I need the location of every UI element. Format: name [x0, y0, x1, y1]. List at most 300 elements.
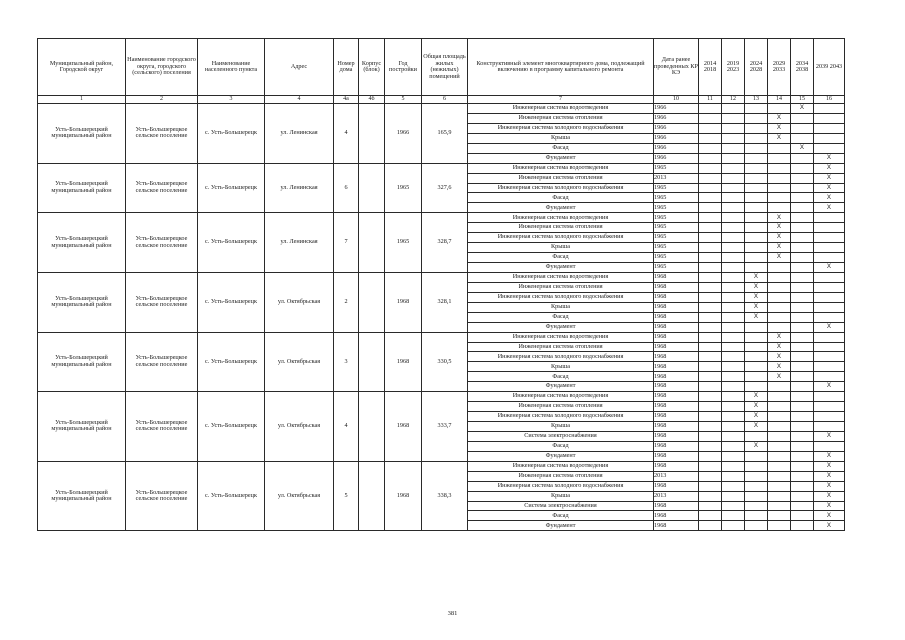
cell-period-mark: [745, 481, 768, 491]
cell-house-number: 2: [334, 272, 359, 332]
cell-period-mark: [791, 213, 814, 223]
cell-period-mark: [722, 372, 745, 382]
cell-period-mark: [745, 183, 768, 193]
cell-period-mark: [699, 153, 722, 163]
cell-period-mark: [768, 193, 791, 203]
cell-district: Усть-Большерецкий муниципальный район: [38, 461, 126, 531]
cell-period-mark: [814, 143, 845, 153]
cell-period-mark: X: [745, 302, 768, 312]
cell-previous-repair-date: 1968: [654, 332, 699, 342]
cell-previous-repair-date: 1965: [654, 213, 699, 223]
header-period: 2029 2033: [768, 39, 791, 96]
cell-period-mark: [745, 133, 768, 143]
cell-period-mark: [791, 382, 814, 392]
cell-period-mark: [814, 422, 845, 432]
cell-period-mark: [814, 332, 845, 342]
cell-period-mark: [745, 243, 768, 253]
cell-element-name: Инженерная система отопления: [468, 471, 654, 481]
cell-previous-repair-date: 1965: [654, 233, 699, 243]
cell-period-mark: [745, 451, 768, 461]
cell-element-name: Крыша: [468, 362, 654, 372]
cell-period-mark: [745, 193, 768, 203]
cell-previous-repair-date: 1968: [654, 362, 699, 372]
cell-locality: с. Усть-Большерецк: [198, 213, 265, 273]
cell-period-mark: [699, 372, 722, 382]
cell-previous-repair-date: 1968: [654, 352, 699, 362]
cell-period-mark: X: [768, 223, 791, 233]
cell-period-mark: [722, 143, 745, 153]
header-address: Адрес: [265, 39, 334, 96]
cell-element-name: Фундамент: [468, 521, 654, 531]
cell-previous-repair-date: 1968: [654, 402, 699, 412]
column-number: 13: [745, 96, 768, 104]
cell-previous-repair-date: 1968: [654, 441, 699, 451]
cell-period-mark: [791, 392, 814, 402]
cell-period-mark: [699, 352, 722, 362]
cell-district: Усть-Большерецкий муниципальный район: [38, 272, 126, 332]
cell-period-mark: [768, 173, 791, 183]
cell-period-mark: [791, 422, 814, 432]
cell-previous-repair-date: 1968: [654, 481, 699, 491]
cell-period-mark: [745, 173, 768, 183]
cell-period-mark: [745, 123, 768, 133]
cell-period-mark: X: [768, 243, 791, 253]
cell-previous-repair-date: 1965: [654, 263, 699, 273]
page-number: 381: [447, 610, 458, 617]
cell-period-mark: [699, 481, 722, 491]
cell-period-mark: [745, 143, 768, 153]
cell-element-name: Фасад: [468, 143, 654, 153]
cell-period-mark: [768, 441, 791, 451]
house-group: [38, 163, 845, 213]
cell-period-mark: [699, 263, 722, 273]
cell-period-mark: [722, 173, 745, 183]
cell-period-mark: [814, 312, 845, 322]
cell-period-mark: [722, 203, 745, 213]
cell-period-mark: [791, 402, 814, 412]
cell-district: Усть-Большерецкий муниципальный район: [38, 213, 126, 273]
cell-period-mark: X: [814, 153, 845, 163]
column-number: 4б: [359, 96, 385, 104]
cell-period-mark: [745, 362, 768, 372]
cell-element-name: Инженерная система водоотведения: [468, 332, 654, 342]
cell-element-name: Фундамент: [468, 153, 654, 163]
cell-period-mark: X: [814, 461, 845, 471]
cell-period-mark: [745, 521, 768, 531]
cell-period-mark: [699, 441, 722, 451]
cell-period-mark: [722, 511, 745, 521]
cell-period-mark: [768, 451, 791, 461]
cell-period-mark: [791, 451, 814, 461]
header-period: 2019 2023: [722, 39, 745, 96]
cell-house-number: 4: [334, 392, 359, 462]
column-number: 10: [654, 96, 699, 104]
cell-period-mark: [699, 382, 722, 392]
cell-block: [359, 213, 385, 273]
cell-period-mark: [814, 272, 845, 282]
cell-period-mark: [791, 153, 814, 163]
cell-period-mark: [814, 213, 845, 223]
cell-period-mark: [699, 461, 722, 471]
cell-period-mark: [791, 322, 814, 332]
cell-period-mark: [722, 332, 745, 342]
cell-period-mark: [768, 104, 791, 114]
cell-period-mark: [745, 511, 768, 521]
cell-period-mark: [791, 302, 814, 312]
cell-area: 338,3: [422, 461, 468, 531]
cell-period-mark: X: [814, 173, 845, 183]
cell-period-mark: X: [814, 382, 845, 392]
cell-period-mark: [699, 193, 722, 203]
house-group: [38, 392, 845, 462]
cell-element-name: Инженерная система водоотведения: [468, 272, 654, 282]
cell-period-mark: [768, 153, 791, 163]
cell-period-mark: [791, 292, 814, 302]
cell-period-mark: [814, 292, 845, 302]
cell-period-mark: [722, 104, 745, 114]
cell-period-mark: [699, 451, 722, 461]
cell-period-mark: [722, 521, 745, 531]
cell-period-mark: X: [768, 332, 791, 342]
cell-element-name: Фасад: [468, 511, 654, 521]
cell-period-mark: [745, 501, 768, 511]
cell-period-mark: [722, 133, 745, 143]
cell-period-mark: X: [768, 362, 791, 372]
table-row: [38, 213, 845, 223]
column-number-row: [38, 96, 845, 104]
cell-period-mark: [722, 183, 745, 193]
header-locality: Наименование населенного пункта: [198, 39, 265, 96]
cell-period-mark: [722, 352, 745, 362]
cell-period-mark: [768, 312, 791, 322]
cell-period-mark: [768, 461, 791, 471]
cell-locality: с. Усть-Большерецк: [198, 272, 265, 332]
cell-element-name: Фундамент: [468, 263, 654, 273]
column-number: 15: [791, 96, 814, 104]
cell-period-mark: [791, 193, 814, 203]
cell-element-name: Фасад: [468, 372, 654, 382]
cell-element-name: Крыша: [468, 422, 654, 432]
cell-period-mark: [722, 322, 745, 332]
cell-period-mark: [745, 431, 768, 441]
cell-period-mark: X: [791, 104, 814, 114]
cell-period-mark: X: [768, 372, 791, 382]
cell-period-mark: [699, 422, 722, 432]
cell-period-mark: X: [814, 322, 845, 332]
cell-house-number: 5: [334, 461, 359, 531]
cell-period-mark: [722, 461, 745, 471]
cell-period-mark: [722, 412, 745, 422]
cell-previous-repair-date: 1968: [654, 431, 699, 441]
cell-period-mark: [814, 282, 845, 292]
cell-locality: с. Усть-Большерецк: [198, 163, 265, 213]
cell-element-name: Инженерная система отопления: [468, 402, 654, 412]
cell-period-mark: [814, 392, 845, 402]
cell-period-mark: [699, 501, 722, 511]
cell-period-mark: [791, 123, 814, 133]
cell-period-mark: [791, 501, 814, 511]
cell-element-name: Фундамент: [468, 322, 654, 332]
header-district: Муниципальный район, Городской округ: [38, 39, 126, 96]
header-year-built: Год постройки: [385, 39, 422, 96]
cell-period-mark: [722, 501, 745, 511]
header-structural-element: Конструктивный элемент многоквартирного дома, подлежащий включению в программу капитального ремонта: [468, 39, 654, 96]
cell-period-mark: [791, 133, 814, 143]
header-house-number: Номер дома: [334, 39, 359, 96]
cell-settlement: Усть-Большерецкое сельское поселение: [126, 272, 198, 332]
cell-period-mark: [699, 431, 722, 441]
cell-period-mark: [699, 282, 722, 292]
cell-period-mark: [699, 163, 722, 173]
cell-period-mark: [791, 272, 814, 282]
cell-settlement: Усть-Большерецкое сельское поселение: [126, 332, 198, 392]
cell-period-mark: [722, 153, 745, 163]
cell-period-mark: X: [768, 233, 791, 243]
cell-period-mark: [722, 233, 745, 243]
cell-element-name: Фасад: [468, 312, 654, 322]
cell-period-mark: [814, 233, 845, 243]
cell-block: [359, 272, 385, 332]
cell-period-mark: [745, 223, 768, 233]
column-number: 4а: [334, 96, 359, 104]
cell-period-mark: [699, 223, 722, 233]
cell-element-name: Инженерная система холодного водоснабжения: [468, 412, 654, 422]
cell-period-mark: [814, 362, 845, 372]
cell-previous-repair-date: 1968: [654, 422, 699, 432]
cell-element-name: Инженерная система холодного водоснабжения: [468, 123, 654, 133]
cell-element-name: Крыша: [468, 491, 654, 501]
cell-period-mark: [768, 382, 791, 392]
cell-period-mark: X: [745, 402, 768, 412]
cell-period-mark: [745, 263, 768, 273]
cell-period-mark: [722, 392, 745, 402]
cell-period-mark: [722, 342, 745, 352]
cell-period-mark: [768, 481, 791, 491]
cell-period-mark: [768, 501, 791, 511]
cell-period-mark: [745, 153, 768, 163]
cell-previous-repair-date: 1968: [654, 412, 699, 422]
cell-period-mark: [699, 402, 722, 412]
cell-district: Усть-Большерецкий муниципальный район: [38, 392, 126, 462]
house-group: [38, 272, 845, 332]
cell-previous-repair-date: 1965: [654, 183, 699, 193]
cell-period-mark: [745, 104, 768, 114]
cell-period-mark: [791, 521, 814, 531]
cell-previous-repair-date: 1966: [654, 113, 699, 123]
cell-period-mark: [699, 471, 722, 481]
cell-period-mark: X: [745, 412, 768, 422]
cell-period-mark: [791, 282, 814, 292]
cell-period-mark: [791, 203, 814, 213]
cell-period-mark: [699, 332, 722, 342]
cell-period-mark: [699, 302, 722, 312]
cell-period-mark: [791, 263, 814, 273]
cell-period-mark: [791, 372, 814, 382]
capital-repair-register-table: [37, 38, 845, 531]
cell-street: ул. Октябрьская: [265, 461, 334, 531]
cell-element-name: Фундамент: [468, 382, 654, 392]
cell-element-name: Инженерная система холодного водоснабжения: [468, 352, 654, 362]
cell-period-mark: [722, 223, 745, 233]
cell-period-mark: [699, 104, 722, 114]
cell-period-mark: [814, 113, 845, 123]
cell-period-mark: [699, 392, 722, 402]
cell-locality: с. Усть-Большерецк: [198, 461, 265, 531]
cell-period-mark: [722, 163, 745, 173]
cell-period-mark: [745, 352, 768, 362]
cell-period-mark: [699, 173, 722, 183]
cell-period-mark: [699, 292, 722, 302]
cell-element-name: Фасад: [468, 253, 654, 263]
cell-period-mark: [722, 302, 745, 312]
cell-period-mark: [722, 382, 745, 392]
cell-element-name: Инженерная система отопления: [468, 113, 654, 123]
cell-period-mark: [699, 203, 722, 213]
cell-period-mark: [699, 113, 722, 123]
cell-period-mark: [699, 491, 722, 501]
cell-previous-repair-date: 1966: [654, 123, 699, 133]
cell-year-built: 1966: [385, 104, 422, 164]
cell-period-mark: X: [745, 312, 768, 322]
cell-element-name: Инженерная система холодного водоснабжения: [468, 183, 654, 193]
cell-period-mark: [699, 412, 722, 422]
cell-period-mark: [768, 263, 791, 273]
cell-previous-repair-date: 1966: [654, 104, 699, 114]
cell-previous-repair-date: 1968: [654, 322, 699, 332]
cell-year-built: 1968: [385, 461, 422, 531]
column-number: 4: [265, 96, 334, 104]
cell-period-mark: [814, 253, 845, 263]
cell-district: Усть-Большерецкий муниципальный район: [38, 332, 126, 392]
cell-house-number: 3: [334, 332, 359, 392]
cell-street: ул. Ленинская: [265, 104, 334, 164]
cell-locality: с. Усть-Большерецк: [198, 332, 265, 392]
cell-period-mark: X: [814, 501, 845, 511]
cell-area: 333,7: [422, 392, 468, 462]
cell-previous-repair-date: 1965: [654, 223, 699, 233]
cell-period-mark: [722, 422, 745, 432]
cell-element-name: Крыша: [468, 243, 654, 253]
cell-period-mark: [699, 272, 722, 282]
table-row: [38, 332, 845, 342]
cell-period-mark: [791, 491, 814, 501]
cell-previous-repair-date: 1968: [654, 461, 699, 471]
cell-year-built: 1965: [385, 163, 422, 213]
cell-period-mark: [791, 173, 814, 183]
cell-period-mark: [791, 223, 814, 233]
table-row: [38, 163, 845, 173]
cell-element-name: Инженерная система отопления: [468, 282, 654, 292]
cell-previous-repair-date: 2013: [654, 173, 699, 183]
cell-period-mark: [699, 213, 722, 223]
cell-period-mark: [699, 133, 722, 143]
table-row: [38, 104, 845, 114]
cell-period-mark: X: [768, 352, 791, 362]
header-period: 2039 2043: [814, 39, 845, 96]
cell-period-mark: [768, 402, 791, 412]
cell-previous-repair-date: 1966: [654, 133, 699, 143]
cell-year-built: 1965: [385, 213, 422, 273]
cell-period-mark: [722, 193, 745, 203]
cell-house-number: 4: [334, 104, 359, 164]
cell-period-mark: [814, 372, 845, 382]
cell-locality: с. Усть-Большерецк: [198, 392, 265, 462]
header-row: [38, 39, 845, 96]
cell-period-mark: [745, 233, 768, 243]
cell-element-name: Инженерная система отопления: [468, 173, 654, 183]
cell-period-mark: X: [814, 451, 845, 461]
cell-period-mark: [791, 441, 814, 451]
cell-period-mark: [722, 213, 745, 223]
column-number: 14: [768, 96, 791, 104]
cell-area: 328,7: [422, 213, 468, 273]
cell-block: [359, 332, 385, 392]
header-block: Корпус (блок): [359, 39, 385, 96]
house-group: [38, 104, 845, 164]
cell-previous-repair-date: 1968: [654, 312, 699, 322]
cell-period-mark: [699, 342, 722, 352]
cell-period-mark: [722, 113, 745, 123]
cell-settlement: Усть-Большерецкое сельское поселение: [126, 461, 198, 531]
cell-period-mark: [768, 272, 791, 282]
cell-period-mark: X: [768, 342, 791, 352]
column-number: 6: [422, 96, 468, 104]
header-period: 2014 2018: [699, 39, 722, 96]
cell-element-name: Фасад: [468, 193, 654, 203]
cell-street: ул. Ленинская: [265, 213, 334, 273]
cell-year-built: 1968: [385, 272, 422, 332]
cell-period-mark: [722, 243, 745, 253]
cell-period-mark: [745, 113, 768, 123]
cell-previous-repair-date: 1965: [654, 163, 699, 173]
cell-previous-repair-date: 1968: [654, 302, 699, 312]
cell-period-mark: [791, 431, 814, 441]
cell-period-mark: [791, 312, 814, 322]
cell-period-mark: [722, 481, 745, 491]
cell-street: ул. Октябрьская: [265, 392, 334, 462]
table-row: [38, 272, 845, 282]
cell-period-mark: [814, 302, 845, 312]
cell-period-mark: X: [745, 422, 768, 432]
header-previous-repair-date: Дата ранее проведенных КР КЭ: [654, 39, 699, 96]
cell-period-mark: [722, 451, 745, 461]
cell-period-mark: X: [814, 481, 845, 491]
cell-previous-repair-date: 2013: [654, 491, 699, 501]
cell-period-mark: [745, 322, 768, 332]
cell-period-mark: X: [768, 133, 791, 143]
cell-house-number: 7: [334, 213, 359, 273]
cell-year-built: 1968: [385, 392, 422, 462]
cell-period-mark: X: [768, 213, 791, 223]
cell-period-mark: X: [745, 441, 768, 451]
cell-period-mark: [791, 113, 814, 123]
cell-element-name: Инженерная система холодного водоснабжения: [468, 233, 654, 243]
cell-year-built: 1968: [385, 332, 422, 392]
cell-period-mark: [745, 372, 768, 382]
cell-element-name: Инженерная система отопления: [468, 223, 654, 233]
cell-period-mark: X: [814, 183, 845, 193]
cell-previous-repair-date: 1968: [654, 451, 699, 461]
cell-period-mark: X: [768, 123, 791, 133]
cell-period-mark: X: [814, 431, 845, 441]
cell-period-mark: [814, 441, 845, 451]
cell-period-mark: X: [814, 491, 845, 501]
cell-element-name: Инженерная система отопления: [468, 342, 654, 352]
cell-period-mark: [768, 183, 791, 193]
cell-element-name: Инженерная система водоотведения: [468, 163, 654, 173]
house-group: [38, 213, 845, 273]
cell-previous-repair-date: 2013: [654, 471, 699, 481]
